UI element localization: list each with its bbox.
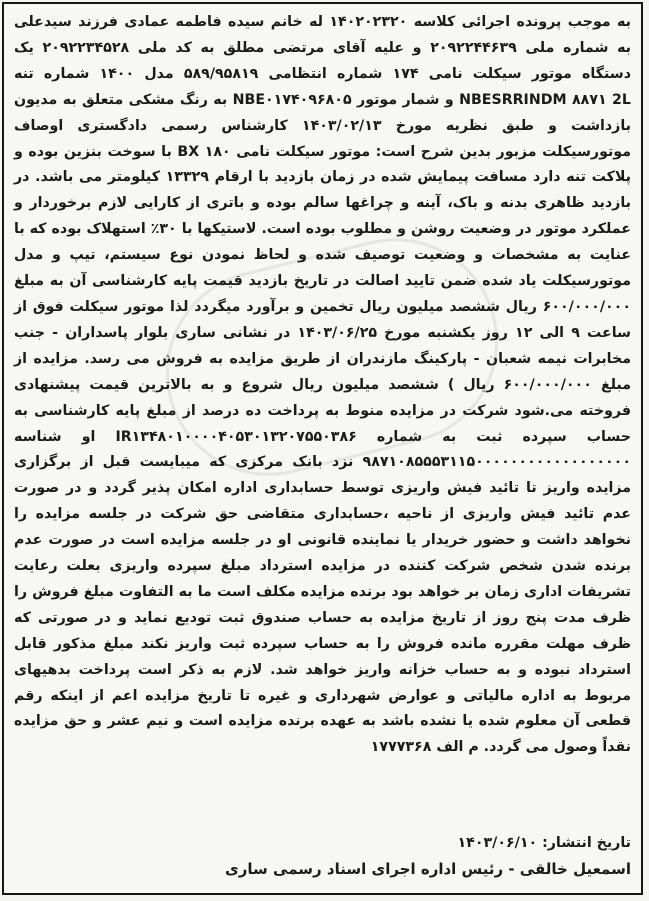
notice-body: به موجب پرونده اجرائی کلاسه ۱۴۰۲۰۲۳۲۰ له خانم سیده فاطمه عمادی فرزند سیدعلی به شماره ملی ۲۰۹۲۲۴۴۶۳۹ و علیه آقای مرتضی مطلق به کد ملی ۲۰۹۲۲۳۴۵۲۸ یک دستگاه موتور سیکلت نامی ۱۷۴ شماره انتظامی ۵۸۹/۹۵۸۱۹ مدل ۱۴۰۰ شماره تنه NBESRRINDM ۸۸۷۱ 2L و شمار موتور NBE۰۱۷۴۰۹۶۸۰۵ به رنگ مشکی متعلق به مدیون بازداشت و طبق نظریه مورخ ۱۴۰۳/۰۲/۱۳ کارشناس رسمی دادگستری اوصاف موتورسیکلت مزبور بدین شرح است: موتور سیکلت نامی ۱۸۰ BX با سوخت بنزین بوده و پلاکت تنه دارد مسافت پیمایش شده در زمان بازدید با ارقام ۱۳۳۲۹ کیلومتر می باشد. در بازدید ظاهری بدنه و باک، آینه و چراغها سالم بوده و باتری از کارایی لازم برخوردار و عملکرد موتور در وضعیت روشن و مطلوب بوده است. لاستیکها با ۳۰٪ استهلاک بوده که با عنایت به مشخصات و وضعیت توصیف شده و لحاظ نمودن نوع سیستم، تیپ و مدل موتورسیکلت یاد شده ضمن تایید اصالت در تاریخ بازدید قیمت پایه کارشناسی آن به مبلغ ۶۰۰/۰۰۰/۰۰۰ ریال ششصد میلیون ریال تخمین و برآورد میگردد لذا موتور سیکلت فوق از ساعت ۹ الی ۱۲ روز یکشنبه مورخ ۱۴۰۳/۰۶/۲۵ در نشانی ساری بلوار پاسداران - جنب مخابرات نیمه شعبان - پارکینگ مازندران از طریق مزایده به فروش می رسد. مزایده از مبلغ ۶۰۰/۰۰۰/۰۰۰ ریال ) ششصد میلیون ریال شروع و به بالاترین قیمت پیشنهادی فروخته می.شود شرکت در مزایده منوط به پرداخت ده درصد از مبلغ پایه کارشناسی به حساب سپرده ثبت به شماره IR۱۳۴۸۰۱۰۰۰۰۴۰۵۳۰۱۳۲۰۷۵۵۰۳۸۶ او شناسه ۹۸۷۱۰۸۵۵۵۳۱۱۵۰۰۰۰۰۰۰۰۰۰۰۰۰۰۰۰۰۰ نزد بانک مرکزی که میبایست قبل از برگزاری مزایده واریز تا تائید فیش واریزی توسط حسابداری اداره امکان پذیر گردد و در صورت عدم تائید فیش واریزی از ناحیه ،حسابداری متقاضی حق شرکت در جلسه مزایده را نخواهد داشت و حضور خریدار یا نماینده قانونی او در جلسه مزایده است در صورت عدم برنده شدن شخص شرکت کننده در مزایده استرداد مبلغ سپرده واریزی بعلت رعایت تشریفات اداری زمان بر خواهد بود برنده مزایده مکلف است ما به التفاوت مبلغ فروش را ظرف مدت پنج روز از تاریخ مزایده به حساب صندوق ثبت تودیع نماید و در صورتی که ظرف مهلت مقرره مانده فروش را به حساب سپرده ثبت واریز نکند مبلغ مذکور قابل استرداد نبوده و به حساب خزانه واریز خواهد شد. لازم به ذکر است پرداخت بدهیهای مربوط به اداره مالیاتی و عوارض شهرداری و غیره تا تاریخ مزایده اعم از اینکه رقم قطعی آن معلوم شده یا نشده باشد به عهده برنده مزایده است و نیم عشر و حق مزایده نقداً وصول می گردد. م الف ۱۷۷۷۳۶۸ <box>14 14 632 756</box>
publish-date: تاریخ انتشار: ۱۴۰۳/۰۶/۱۰ <box>457 835 631 851</box>
signature-line: اسمعیل خالقی - رئیس اداره اجرای اسناد رسمی ساری <box>225 860 631 878</box>
notice-frame <box>2 2 643 895</box>
